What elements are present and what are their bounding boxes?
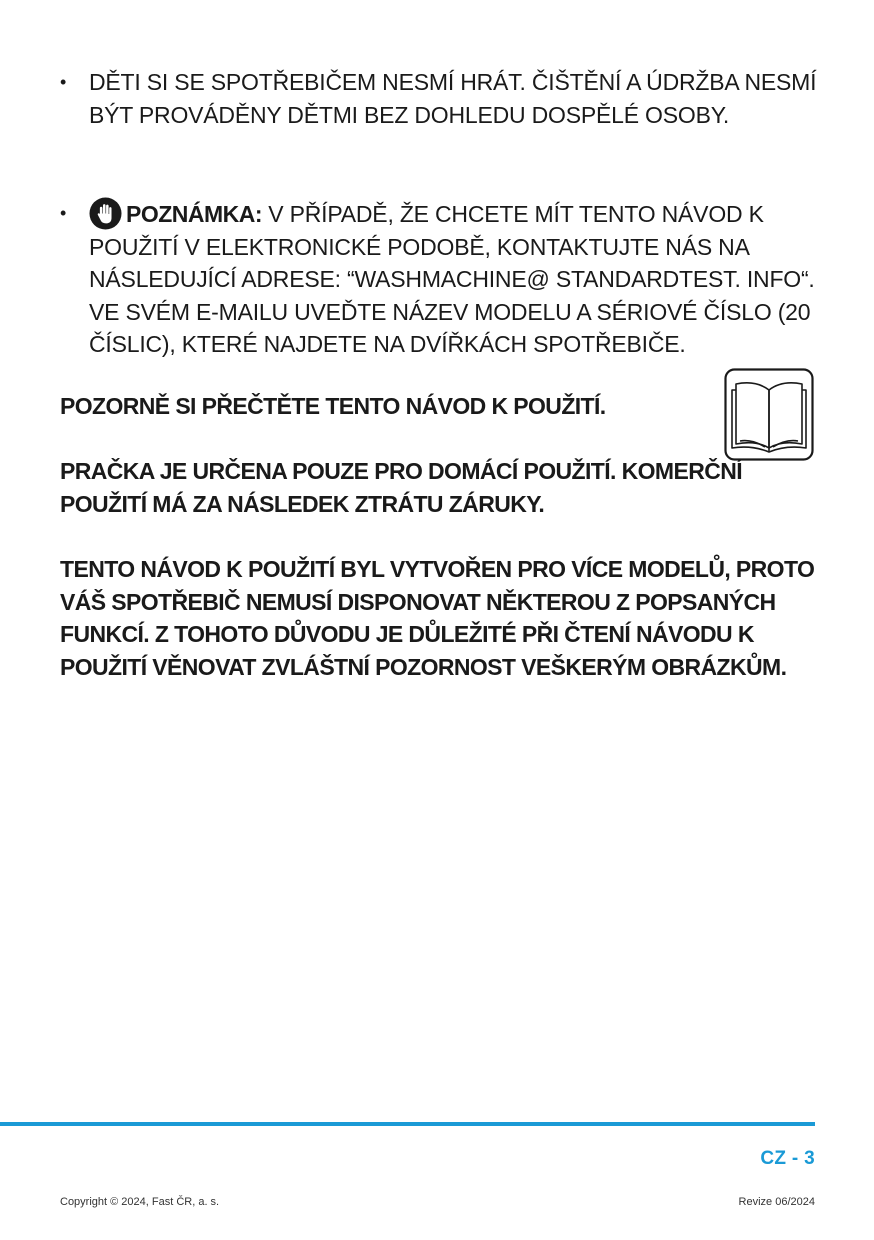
open-book-icon: [724, 368, 814, 461]
notice-read-manual: POZORNĚ SI PŘEČTĚTE TENTO NÁVOD K POUŽITÍ.: [60, 393, 606, 419]
hand-stop-icon: [89, 197, 122, 230]
bullet-text: DĚTI SI SE SPOTŘEBIČEM NESMÍ HRÁT. ČIŠTĚNÍ A ÚDRŽBA NESMÍ BÝT PROVÁDĚNY DĚTMI BEZ DOHLEDU DOSPĚLÉ OSOBY.: [89, 69, 817, 128]
bullet-marker: •: [60, 203, 67, 223]
note-label: POZNÁMKA:: [126, 201, 263, 227]
notice-multi-model: TENTO NÁVOD K POUŽITÍ BYL VYTVOŘEN PRO VÍCE MODELŮ, PROTO VÁŠ SPOTŘEBIČ NEMUSÍ DISPONOVAT NĚKTEROU Z POPSANÝCH FUNKCÍ. Z TOHOTO DŮVODU JE DŮLEŽITÉ PŘI ČTENÍ NÁVODU K POUŽITÍ VĚNOVAT ZVLÁŠTNÍ POZORNOST VEŠKERÝM OBRÁZKŮM.: [60, 556, 815, 680]
bullet-marker: •: [60, 72, 67, 92]
bullet-item-note: [60, 197, 820, 361]
revision-text: Revize 06/2024: [738, 1196, 815, 1208]
footer-divider: [0, 1122, 815, 1126]
note-content: [89, 197, 820, 361]
notice-domestic-use: PRAČKA JE URČENA POUZE PRO DOMÁCÍ POUŽITÍ. KOMERČNÍ POUŽITÍ MÁ ZA NÁSLEDEK ZTRÁTU ZÁRUKY.: [60, 458, 743, 517]
note-text: V PŘÍPADĚ, ŽE CHCETE MÍT TENTO NÁVOD K POUŽITÍ V ELEKTRONICKÉ PODOBĚ, KONTAKTUJTE NÁS NA NÁSLEDUJÍCÍ ADRESE: “WASHMACHINE@ STANDARDTEST. INFO“. VE SVÉM E-MAILU UVEĎTE NÁZEV MODELU A SÉRIOVÉ ČÍSLO (20 ČÍSLIC), KTERÉ NAJDETE NA DVÍŘKÁCH SPOTŘEBIČE.: [89, 201, 815, 357]
page-number: CZ - 3: [760, 1148, 815, 1169]
copyright-text: Copyright © 2024, Fast ČR, a. s.: [60, 1196, 220, 1208]
bullet-item-children-warning: [60, 66, 820, 131]
